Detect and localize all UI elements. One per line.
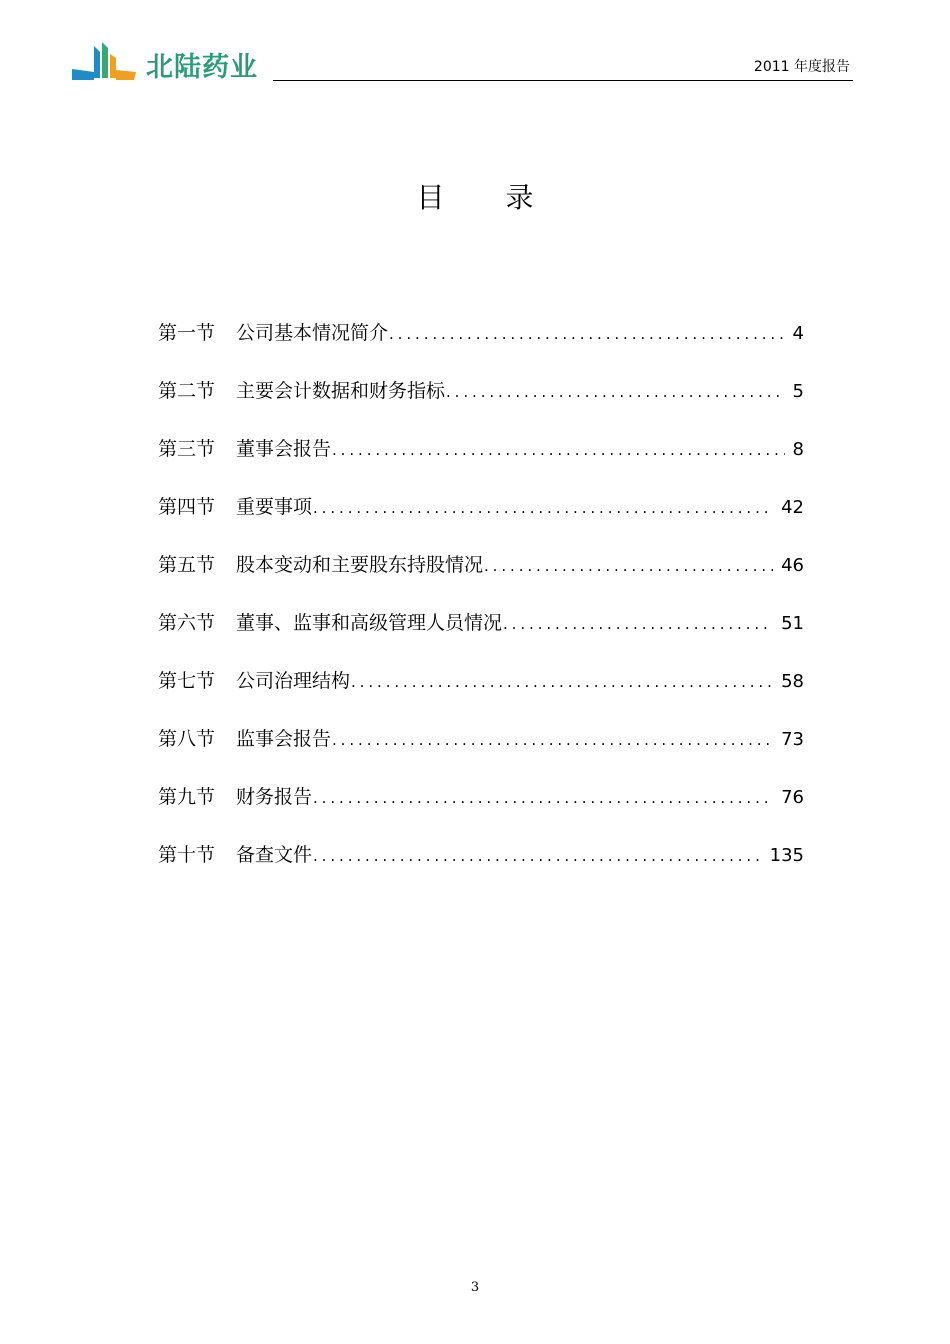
toc-section-name: 董事、监事和高级管理人员情况: [236, 612, 503, 634]
toc-leader-dots: [484, 550, 773, 582]
toc-entry[interactable]: [158, 375, 804, 433]
page-number: 3: [470, 1280, 480, 1295]
toc-section-number: 第十节: [158, 844, 216, 866]
toc-leader-dots: [313, 782, 773, 814]
toc-page-number: 76: [781, 787, 804, 808]
toc-leader-dots: [351, 666, 773, 698]
toc-page-number: 58: [781, 671, 804, 692]
report-label: 2011 年度报告: [753, 59, 850, 75]
toc-title: 目 录: [416, 181, 560, 214]
toc-page-number: 46: [781, 555, 804, 576]
toc-leader-dots: [313, 492, 773, 524]
toc-leader-dots: [503, 608, 773, 640]
toc-page-number: 73: [781, 729, 804, 750]
toc-entry[interactable]: [158, 607, 804, 665]
toc-section-number: 第三节: [158, 438, 216, 460]
toc-section-number: 第七节: [158, 670, 216, 692]
toc-leader-dots: [332, 434, 785, 466]
toc-section-name: 董事会报告: [236, 438, 332, 460]
toc-section-number: 第二节: [158, 380, 216, 402]
toc-section-number: 第五节: [158, 554, 216, 576]
toc-page-number: 42: [781, 497, 804, 518]
toc-section-name: 备查文件: [236, 844, 313, 866]
toc-leader-dots: [389, 318, 785, 350]
toc-page-number: 51: [781, 613, 804, 634]
toc-section-number: 第六节: [158, 612, 216, 634]
toc-leader-dots: [313, 840, 762, 872]
company-logo-text: 北陆药业: [146, 52, 258, 83]
toc-section-name: 股本变动和主要股东持股情况: [236, 554, 484, 576]
toc-leader-dots: [332, 724, 773, 756]
toc-page-number: 5: [792, 381, 804, 402]
toc-entry[interactable]: [158, 781, 804, 839]
toc-section-name: 重要事项: [236, 496, 313, 518]
toc-section-name: 公司治理结构: [236, 670, 351, 692]
toc-entry[interactable]: [158, 839, 804, 897]
toc-entry[interactable]: [158, 491, 804, 549]
toc-section-name: 主要会计数据和财务指标: [236, 380, 446, 402]
toc-entry[interactable]: [158, 317, 804, 375]
toc-entry[interactable]: [158, 433, 804, 491]
toc-entry[interactable]: [158, 665, 804, 723]
toc-section-number: 第一节: [158, 322, 216, 344]
toc-page-number: 4: [792, 323, 804, 344]
toc-page-number: 8: [792, 439, 804, 460]
toc-leader-dots: [446, 376, 785, 408]
toc-section-number: 第九节: [158, 786, 216, 808]
toc-section-name: 公司基本情况简介: [236, 322, 389, 344]
page-header: [0, 0, 950, 90]
toc-section-name: 监事会报告: [236, 728, 332, 750]
company-logo-icon: [72, 42, 138, 84]
toc-entry[interactable]: [158, 549, 804, 607]
toc-section-number: 第四节: [158, 496, 216, 518]
toc-section-name: 财务报告: [236, 786, 313, 808]
header-rule: [273, 80, 853, 81]
toc-entry[interactable]: [158, 723, 804, 781]
toc-page-number: 135: [769, 845, 804, 866]
table-of-contents: [158, 317, 804, 897]
toc-section-number: 第八节: [158, 728, 216, 750]
